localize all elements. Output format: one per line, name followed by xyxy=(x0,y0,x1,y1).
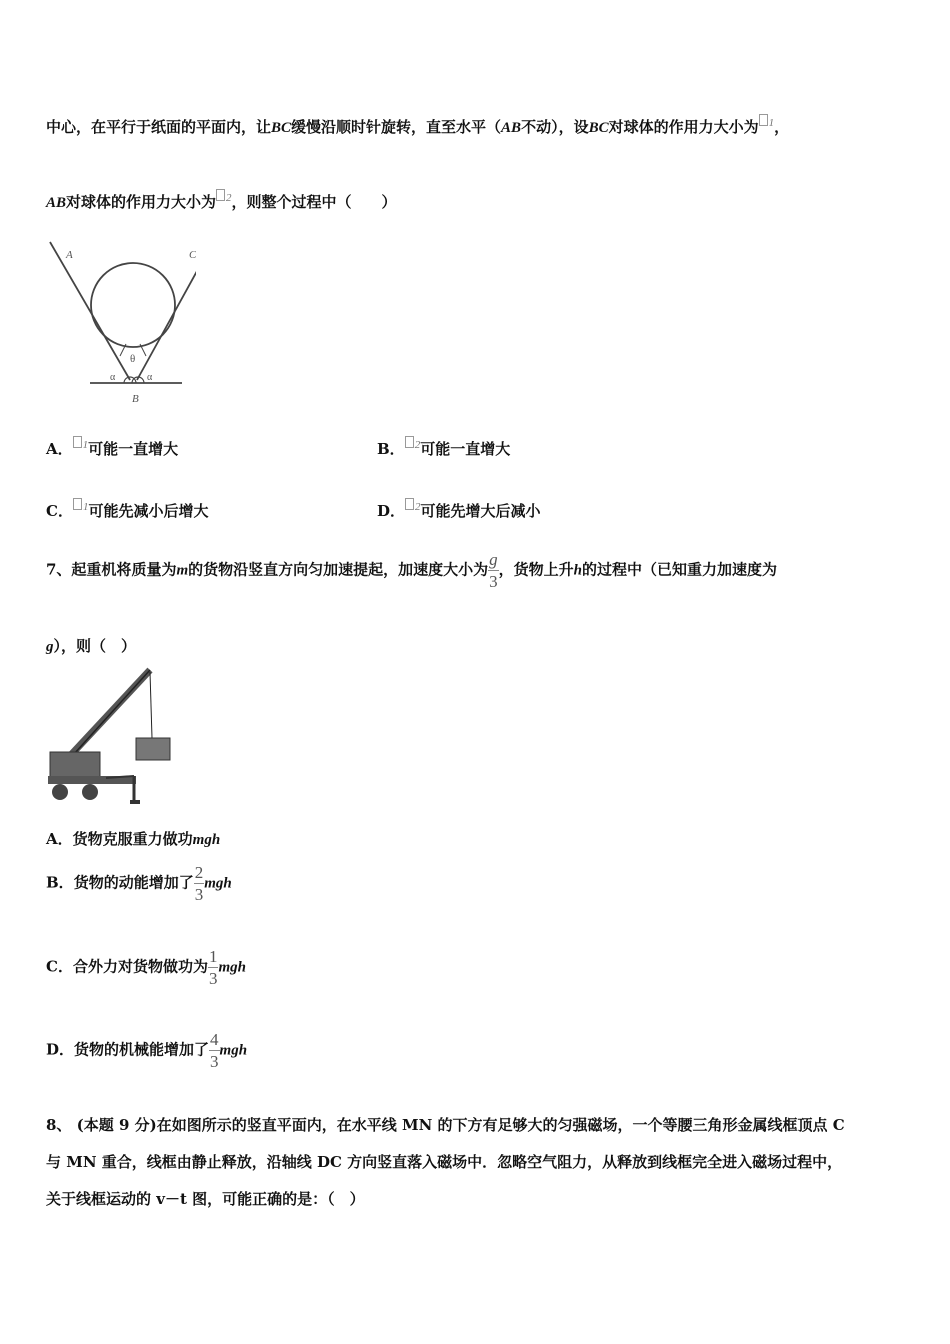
missing-glyph-icon xyxy=(73,498,82,510)
option-text: 可能先减小后增大 xyxy=(88,502,209,520)
option-key: A． xyxy=(46,830,73,848)
board-bc xyxy=(137,242,196,380)
q7-option-c[interactable] xyxy=(46,948,246,987)
fraction-numerator: 4 xyxy=(210,1030,219,1049)
q7-text: 的货物沿竖直方向匀加速提起，加速度大小为 xyxy=(188,560,489,579)
fraction-denominator: 3 xyxy=(489,572,498,591)
q8-stem-line3: 关于线框运动的 v－t 图，可能正确的是：（ ） xyxy=(46,1190,365,1208)
q7-text: ），则（ ） xyxy=(53,637,137,655)
label-theta: θ xyxy=(130,353,136,365)
option-subscript: 2 xyxy=(415,501,421,513)
q6-force-subscript: 2 xyxy=(226,192,232,204)
cargo-box xyxy=(136,738,170,760)
missing-glyph-icon xyxy=(405,498,414,510)
missing-glyph-icon xyxy=(73,436,82,448)
missing-glyph-icon xyxy=(216,189,225,201)
q6-stem-line2 xyxy=(46,189,397,212)
crane-cable xyxy=(150,672,152,738)
option-key: C． xyxy=(46,502,73,520)
option-expr: mgh xyxy=(218,959,246,976)
fraction-numerator: 2 xyxy=(194,863,204,882)
q6-option-a[interactable] xyxy=(46,436,178,459)
q6-text: 对球体的作用力大小为 xyxy=(66,193,217,211)
option-text: 可能一直增大 xyxy=(88,440,179,458)
option-subscript: 2 xyxy=(414,439,421,451)
q7-option-b[interactable] xyxy=(46,864,232,903)
q6-option-d[interactable] xyxy=(377,498,541,521)
q7-text: 7、起重机将质量为 xyxy=(46,560,177,579)
option-expr: mgh xyxy=(204,875,232,892)
q6-var-bc: BC xyxy=(588,120,609,136)
q6-ball-figure xyxy=(46,236,196,408)
option-text: 可能一直增大 xyxy=(420,440,511,458)
fraction-numerator: g xyxy=(489,550,498,569)
q7-option-d[interactable] xyxy=(46,1031,247,1070)
option-fraction xyxy=(209,1031,220,1070)
q7-var-g: g xyxy=(46,639,54,655)
option-fraction xyxy=(194,864,205,903)
q6-var-ab: AB xyxy=(46,195,67,211)
option-key: D． xyxy=(377,502,406,520)
q6-var-ab: AB xyxy=(501,120,522,136)
q6-var-bc: BC xyxy=(271,120,292,136)
wheel xyxy=(52,784,68,800)
q7-text: 的过程中（已知重力加速度为 xyxy=(582,560,778,579)
option-text: 货物的机械能增加了 xyxy=(74,1040,210,1059)
q6-option-b[interactable] xyxy=(377,436,510,459)
q7-accel-fraction xyxy=(488,551,499,590)
label-b: B xyxy=(132,393,139,405)
q7-var-m: m xyxy=(176,562,189,579)
q7-stem-line2 xyxy=(46,635,136,656)
option-key: B． xyxy=(46,873,74,892)
option-expr: mgh xyxy=(192,832,221,848)
missing-glyph-icon xyxy=(759,114,768,126)
option-text: 可能先增大后减小 xyxy=(420,502,541,520)
fraction-denominator: 3 xyxy=(210,1052,219,1071)
crane-body xyxy=(50,752,100,778)
label-a: A xyxy=(66,249,73,261)
label-alpha-right: α xyxy=(147,372,153,383)
fraction-numerator: 1 xyxy=(208,947,218,966)
q7-option-a[interactable] xyxy=(46,828,220,849)
q6-text: 缓慢沿顺时针旋转，直至水平（ xyxy=(291,118,502,136)
fraction-denominator: 3 xyxy=(208,969,218,988)
q8-stem-line1: 8、 (本题 9 分)在如图所示的竖直平面内，在水平线 MN 的下方有足够大的匀强磁场，一个等腰三角形金属线框顶点 C xyxy=(46,1116,845,1134)
q6-text: 对球体的作用力大小为 xyxy=(608,118,759,136)
label-alpha-left: α xyxy=(110,372,116,383)
option-text: 货物克服重力做功 xyxy=(72,830,193,848)
q6-text: 中心，在平行于纸面的平面内，让 xyxy=(46,118,272,136)
option-subscript: 1 xyxy=(82,501,89,513)
wheel xyxy=(82,784,98,800)
option-fraction xyxy=(208,948,219,987)
q7-stem-line1 xyxy=(46,551,777,590)
q6-option-c[interactable] xyxy=(46,498,208,521)
option-key: C． xyxy=(46,957,73,976)
label-c: C xyxy=(189,249,196,261)
board-ab xyxy=(50,242,130,380)
q6-text: ，则整个过程中（ ） xyxy=(231,193,397,211)
q6-force-subscript: 1 xyxy=(768,117,775,129)
option-key: A． xyxy=(46,440,73,458)
missing-glyph-icon xyxy=(405,436,414,448)
option-key: D． xyxy=(46,1040,75,1059)
q8-stem-line2: 与 MN 重合，线框由静止释放，沿轴线 DC 方向竖直落入磁场中．忽略空气阻力，从释放到线框完全进入磁场过程中， xyxy=(46,1153,843,1171)
ball xyxy=(91,263,175,347)
crane-illustration xyxy=(46,666,176,806)
q7-var-h: h xyxy=(573,562,582,579)
fraction-denominator: 3 xyxy=(194,885,204,904)
q6-stem-line1 xyxy=(46,114,789,137)
option-text: 合外力对货物做功为 xyxy=(72,957,208,976)
q6-text: ， xyxy=(774,118,790,136)
option-text: 货物的动能增加了 xyxy=(73,873,194,892)
option-subscript: 1 xyxy=(82,439,89,451)
q7-text: ，货物上升 xyxy=(498,560,574,579)
q6-text: 不动），设 xyxy=(521,118,589,136)
option-expr: mgh xyxy=(219,1042,248,1059)
option-key: B． xyxy=(377,440,405,458)
